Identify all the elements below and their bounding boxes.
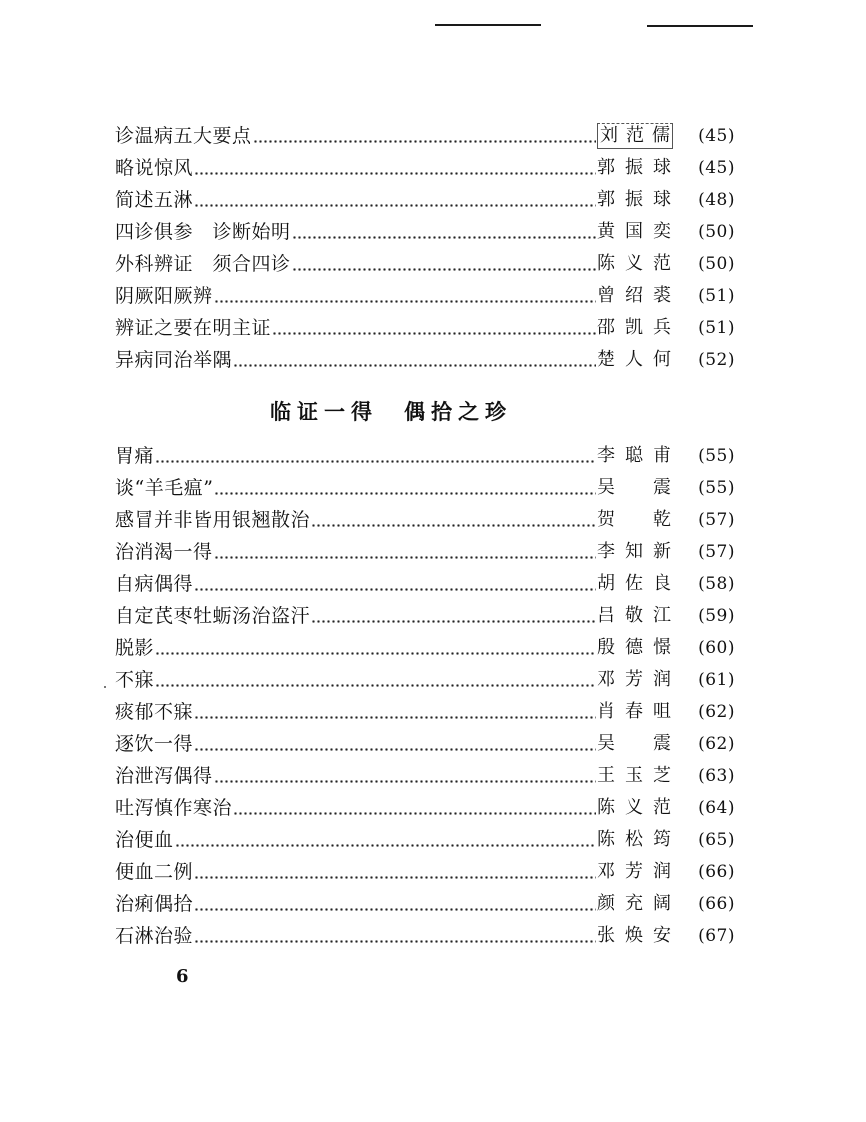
entry-title: 便血二例 bbox=[115, 861, 194, 883]
entry-author: 郭振球 bbox=[597, 189, 671, 210]
entry-page: (45) bbox=[698, 158, 735, 178]
entry-title: 谈“羊毛瘟” bbox=[115, 477, 214, 499]
entry-title: 略说惊风 bbox=[115, 157, 194, 179]
entry-page: (50) bbox=[698, 222, 735, 242]
toc-section-2 bbox=[115, 440, 735, 952]
entry-author: 贺 乾 bbox=[597, 509, 671, 530]
entry-title: 胃痛 bbox=[115, 445, 155, 467]
toc-entry bbox=[115, 440, 735, 472]
dot-leader bbox=[233, 344, 596, 376]
toc-entry bbox=[115, 728, 735, 760]
entry-page: (67) bbox=[698, 926, 735, 946]
entry-page: (61) bbox=[698, 670, 735, 690]
toc-entry bbox=[115, 120, 735, 152]
dot-leader bbox=[214, 280, 596, 312]
entry-page: (60) bbox=[698, 638, 735, 658]
dot-leader bbox=[292, 216, 596, 248]
section-heading-part-2: 偶拾之珍 bbox=[404, 400, 512, 424]
entry-author: 楚人何 bbox=[597, 349, 671, 370]
dot-leader bbox=[311, 600, 596, 632]
entry-page: (65) bbox=[698, 830, 735, 850]
entry-author: 邓芳润 bbox=[597, 861, 671, 882]
dot-leader bbox=[155, 440, 596, 472]
header-rule-right bbox=[647, 25, 753, 27]
entry-page: (63) bbox=[698, 766, 735, 786]
entry-page: (66) bbox=[698, 862, 735, 882]
toc-entry bbox=[115, 536, 735, 568]
entry-author: 张焕安 bbox=[597, 925, 671, 946]
entry-title: 治消渴一得 bbox=[115, 541, 213, 563]
entry-page: (59) bbox=[698, 606, 735, 626]
header-rule-left bbox=[435, 24, 541, 26]
dot-leader bbox=[194, 184, 596, 216]
toc-entry bbox=[115, 344, 735, 376]
dot-leader bbox=[194, 728, 596, 760]
entry-author: 颜充阔 bbox=[597, 893, 671, 914]
entry-page: (62) bbox=[698, 734, 735, 754]
entry-page: (50) bbox=[698, 254, 735, 274]
entry-title: 自定芪枣牡蛎汤治盗汗 bbox=[115, 605, 311, 627]
dot-leader bbox=[292, 248, 596, 280]
toc-entry bbox=[115, 664, 735, 696]
entry-author: 郭振球 bbox=[597, 157, 671, 178]
entry-page: (57) bbox=[698, 510, 735, 530]
entry-author: 吴 震 bbox=[597, 477, 671, 498]
dot-leader bbox=[194, 696, 596, 728]
dot-leader bbox=[272, 312, 596, 344]
toc-entry bbox=[115, 824, 735, 856]
toc-entry bbox=[115, 568, 735, 600]
entry-title: 治泄泻偶得 bbox=[115, 765, 213, 787]
scan-speck bbox=[104, 686, 106, 688]
toc-entry bbox=[115, 856, 735, 888]
dot-leader bbox=[214, 536, 596, 568]
entry-title: 感冒并非皆用银翘散治 bbox=[115, 509, 311, 531]
page-number: 6 bbox=[176, 966, 189, 987]
dot-leader bbox=[214, 760, 596, 792]
entry-author: 王玉芝 bbox=[597, 765, 671, 786]
entry-title: 痰郁不寐 bbox=[115, 701, 194, 723]
entry-author: 肖春咀 bbox=[597, 701, 671, 722]
toc-entry bbox=[115, 280, 735, 312]
entry-page: (45) bbox=[698, 126, 735, 146]
entry-title: 逐饮一得 bbox=[115, 733, 194, 755]
entry-title: 脱影 bbox=[115, 637, 155, 659]
entry-author: 殷德憬 bbox=[597, 637, 671, 658]
entry-author: 邵凯兵 bbox=[597, 317, 671, 338]
toc-entry bbox=[115, 888, 735, 920]
entry-title: 阴厥阳厥辨 bbox=[115, 285, 213, 307]
dot-leader bbox=[155, 632, 596, 664]
entry-author: 刘范儒 bbox=[597, 123, 673, 149]
entry-author: 胡佐良 bbox=[597, 573, 671, 594]
dot-leader bbox=[214, 472, 596, 504]
section-heading-part-1: 临证一得 bbox=[270, 400, 378, 424]
entry-title: 辨证之要在明主证 bbox=[115, 317, 272, 339]
dot-leader bbox=[253, 120, 596, 152]
dot-leader bbox=[194, 568, 596, 600]
entry-page: (51) bbox=[698, 318, 735, 338]
entry-title: 四诊俱参 诊断始明 bbox=[115, 221, 291, 243]
entry-page: (66) bbox=[698, 894, 735, 914]
entry-title: 简述五淋 bbox=[115, 189, 194, 211]
entry-author: 黄国奕 bbox=[597, 221, 671, 242]
entry-title: 不寐 bbox=[115, 669, 155, 691]
entry-title: 自病偶得 bbox=[115, 573, 194, 595]
entry-author: 李知新 bbox=[597, 541, 671, 562]
toc-entry bbox=[115, 632, 735, 664]
entry-page: (55) bbox=[698, 446, 735, 466]
entry-author: 陈松筠 bbox=[597, 829, 671, 850]
entry-page: (58) bbox=[698, 574, 735, 594]
entry-page: (62) bbox=[698, 702, 735, 722]
toc-entry bbox=[115, 696, 735, 728]
entry-author: 吕敬江 bbox=[597, 605, 671, 626]
entry-title: 石淋治验 bbox=[115, 925, 194, 947]
toc-entry bbox=[115, 248, 735, 280]
dot-leader bbox=[194, 152, 596, 184]
toc-entry bbox=[115, 760, 735, 792]
entry-author: 李聪甫 bbox=[597, 445, 671, 466]
entry-title: 治痢偶拾 bbox=[115, 893, 194, 915]
dot-leader bbox=[175, 824, 596, 856]
dot-leader bbox=[233, 792, 596, 824]
entry-author: 陈义范 bbox=[597, 253, 671, 274]
toc-entry bbox=[115, 152, 735, 184]
entry-author: 曾绍裘 bbox=[597, 285, 671, 306]
toc-entry bbox=[115, 216, 735, 248]
toc-entry bbox=[115, 312, 735, 344]
toc-entry bbox=[115, 472, 735, 504]
toc-entry bbox=[115, 504, 735, 536]
entry-page: (64) bbox=[698, 798, 735, 818]
toc-section-1 bbox=[115, 120, 735, 376]
entry-page: (51) bbox=[698, 286, 735, 306]
toc-entry bbox=[115, 792, 735, 824]
section-heading bbox=[270, 396, 580, 426]
entry-title: 诊温病五大要点 bbox=[115, 125, 252, 147]
entry-author: 邓芳润 bbox=[597, 669, 671, 690]
dot-leader bbox=[194, 856, 596, 888]
dot-leader bbox=[194, 888, 596, 920]
dot-leader bbox=[155, 664, 596, 696]
toc-entry bbox=[115, 184, 735, 216]
toc-entry bbox=[115, 600, 735, 632]
entry-page: (48) bbox=[698, 190, 735, 210]
entry-title: 吐泻慎作寒治 bbox=[115, 797, 233, 819]
entry-page: (57) bbox=[698, 542, 735, 562]
entry-author: 陈义范 bbox=[597, 797, 671, 818]
entry-title: 异病同治举隅 bbox=[115, 349, 233, 371]
entry-title: 治便血 bbox=[115, 829, 174, 851]
toc-entry bbox=[115, 920, 735, 952]
entry-author: 吴 震 bbox=[597, 733, 671, 754]
entry-page: (52) bbox=[698, 350, 735, 370]
dot-leader bbox=[311, 504, 596, 536]
entry-page: (55) bbox=[698, 478, 735, 498]
entry-title: 外科辨证 须合四诊 bbox=[115, 253, 291, 275]
dot-leader bbox=[194, 920, 596, 952]
